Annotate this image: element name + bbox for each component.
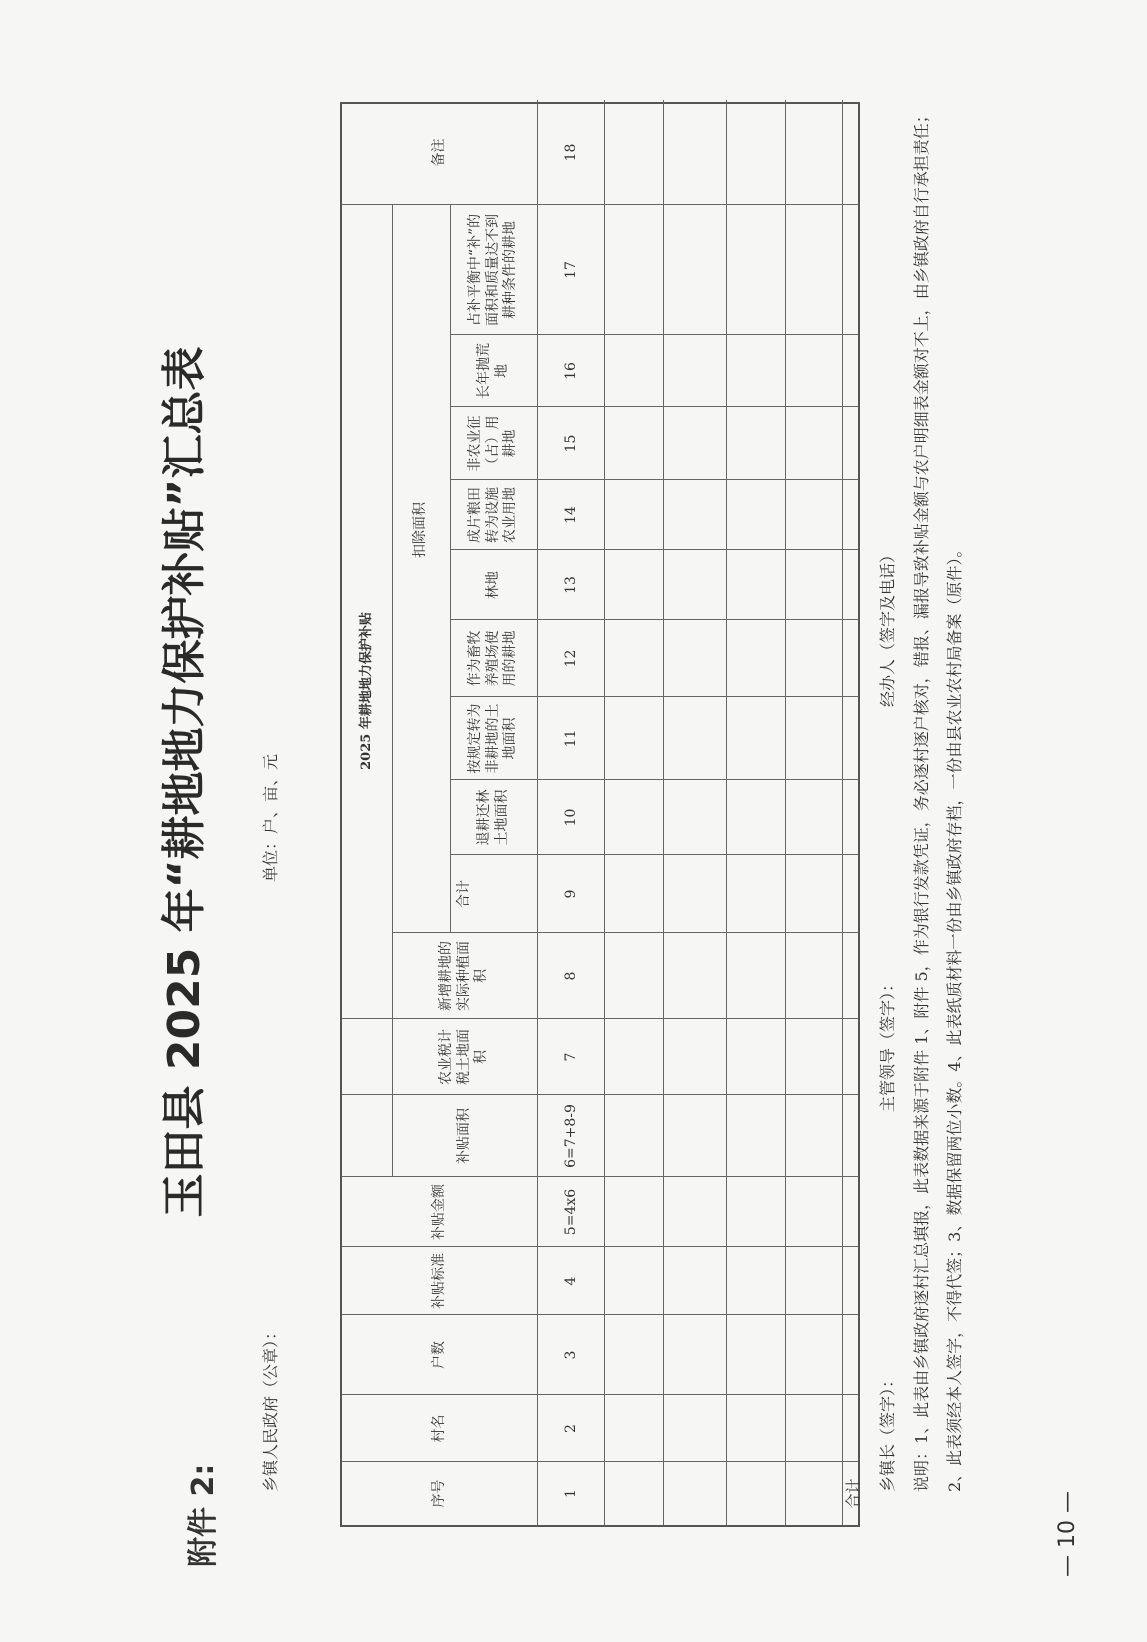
column-number: 7	[562, 1052, 579, 1062]
page-title: 玉田县 2025 年“耕地地力保护补贴”汇总表	[159, 346, 210, 1218]
column-header: 林地	[484, 571, 501, 599]
column-header: 户数	[430, 1341, 447, 1369]
total-row-label: 合计	[843, 1478, 862, 1509]
column-header: 农业税计税土地面积	[438, 1029, 490, 1085]
handler-signature-label: 经办人（签字及电话）	[878, 546, 897, 707]
column-header: 新增耕地的实际种植面积	[438, 941, 490, 1011]
summary-table	[340, 102, 860, 1527]
table-row-divider	[842, 100, 843, 1525]
column-header: 成片粮田转为设施农业用地	[467, 487, 519, 543]
column-number: 13	[562, 576, 579, 594]
column-header: 退耕还林土地面积	[476, 789, 510, 846]
column-header: 村名	[430, 1414, 447, 1443]
column-number: 9	[562, 889, 579, 899]
column-header: 长年抛荒地	[476, 343, 510, 399]
leader-signature-label: 主管领导（签字）：	[878, 975, 897, 1112]
column-header: 序号	[430, 1479, 447, 1508]
column-number: 4	[562, 1276, 579, 1286]
unit-label: 单位：户、亩、元	[261, 753, 280, 882]
town-head-signature-label: 乡镇长（签字）：	[878, 1371, 897, 1492]
table-row-divider	[604, 100, 605, 1525]
column-header: 按规定转为非耕地的土地面积	[467, 703, 519, 774]
column-number: 10	[562, 808, 579, 827]
column-header: 非农业征（占）用耕地	[467, 415, 519, 472]
column-header: 作为畜牧养殖场使用的耕地	[467, 630, 519, 687]
column-number: 2	[562, 1424, 579, 1433]
column-header: 补贴面积	[455, 1108, 472, 1164]
column-header: 备注	[430, 138, 447, 167]
column-number: 16	[562, 362, 579, 380]
table-row-divider	[726, 100, 727, 1525]
column-number: 11	[562, 729, 579, 748]
column-header: 合计	[455, 880, 472, 908]
column-number: 5=4x6	[562, 1188, 579, 1236]
group-header-subsidy: 2025 年耕地地力保护补贴	[358, 612, 374, 770]
column-number: 6=7+8-9	[562, 1104, 579, 1168]
column-number: 17	[562, 261, 579, 279]
column-number: 14	[562, 506, 579, 524]
column-header: 补贴金额	[430, 1184, 447, 1240]
township-seal-label: 乡镇人民政府（公章）：	[261, 1323, 280, 1492]
table-row-divider	[785, 100, 786, 1525]
page-number: — 10 —	[1055, 1491, 1080, 1577]
column-header: 占补平衡中“补”的面积和质量达不到耕种条件的耕地	[467, 213, 519, 327]
explanation-note: 说明：1、此表由乡镇政府逐村汇总填报，此表数据来源于附件 1、附件 5，作为银行发款凭证，务必逐村逐户核对，错报、漏报导致补贴金额与农户明细表金额对不上，由乡镇政府自行承担责任；2、此表须经本人签字，不得代签；3、数据保留两位小数。4、此表纸质材料一份由乡镇政府存档，一份由县农业农村局备案（原件）。	[912, 107, 964, 1492]
column-number: 3	[562, 1350, 579, 1360]
column-number: 12	[562, 649, 579, 668]
column-header: 补贴标准	[430, 1253, 447, 1309]
group-header-deduct: 扣除面积	[412, 502, 429, 558]
column-number: 18	[562, 143, 579, 162]
attachment-label: 附件 2:	[186, 1463, 221, 1567]
column-number: 15	[562, 434, 579, 453]
column-number: 1	[562, 1489, 579, 1498]
column-number: 8	[562, 971, 579, 981]
table-row-divider	[663, 100, 664, 1525]
